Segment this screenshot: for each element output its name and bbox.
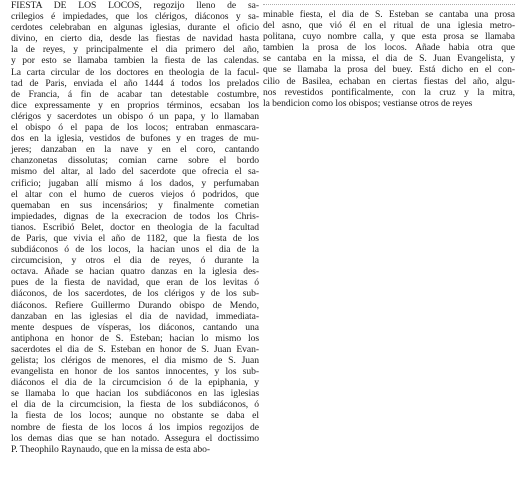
text-line: pues de la fiesta de navidad, que eran de los levitas ó [11, 277, 259, 289]
text-line: que se llamaba la prosa del buey. Está dicho en el con- [263, 64, 515, 76]
text-line: minable fiesta, el dia de S. Esteban se cantaba una prosa [263, 9, 515, 20]
text-line: FIESTA DE LOS LOCOS, regozijo lleno de sa- [11, 0, 259, 11]
text-line: sacerdotes el dia de S. Esteban en honor de S. Juan Evan- [11, 343, 259, 355]
text-line: clérigos y sacerdotes un obispo ó un papa, y lo llamaban [11, 110, 259, 122]
text-line: crilegios é impiedades, que los clérigos, diáconos y sa- [11, 11, 259, 23]
text-line: se cantaba en la missa, el dia de S. Juan Evangelista, y [263, 53, 515, 65]
text-line: circumcision, y otros el dia de reyes, ó durante la [11, 255, 259, 267]
text-line: la de reyes, y principalmente el dia primero del año, [11, 44, 259, 56]
text-line: subdiáconos ó de los locos, la hacian unos el dia de la [11, 244, 259, 256]
text-line: los demas dias que se han notado. Assegura el doctissimo [11, 432, 259, 444]
text-line: el dia de la circumcision, la fiesta de los subdiáconos, ó [11, 399, 259, 411]
text-line: chanzonetas dissolutas; comian carne sobre el bordo [11, 155, 259, 167]
text-line: dos en la iglesia, vestidos de bufones y en trages de mu- [11, 133, 259, 145]
text-line: diáconos el dia de la circumcision ó de la epiphania, y [11, 377, 259, 389]
text-line: octava. Añade se hacian quatro danzas en la iglesia des- [11, 266, 259, 278]
text-line: mente despues de vísperas, los diáconos, cantando una [11, 321, 259, 333]
text-line: diáconos. Refiere Guillermo Durando obispo de Mendo, [11, 299, 259, 311]
text-line: y por esto se llamaba tambien la fiesta de las calendas. [11, 55, 259, 67]
left-text-column [11, 0, 259, 455]
text-line: impiedades, dignas de la execracion de todos los Chris- [11, 210, 259, 222]
cropped-line-fragment [263, 0, 515, 5]
text-line: nombre de fiesta de los locos á los impios regozijos de [11, 421, 259, 433]
text-line: de Francia, á fin de acabar tan detestable costumbre, [11, 88, 259, 100]
text-line: politana, cuyo nombre calla, y que esta prosa se llamaba [263, 31, 515, 43]
text-line: danzaban en las iglesias el dia de navidad, immediata- [11, 310, 259, 322]
text-line: el obispo ó el papa de los locos; entraban enmascara- [11, 122, 259, 134]
text-line: gelista; los clérigos de menores, el dia mismo de S. Juan [11, 355, 259, 366]
text-line: La carta circular de los doctores en theologia de la facul- [11, 66, 259, 78]
text-line: la fiesta de los locos; aunque no obstante se daba el [11, 410, 259, 422]
text-line: de Paris, que vivia el año de 1182, que la fiesta de los [11, 232, 259, 244]
text-line: el altar con el humo de cueros viejos ó podridos, que [11, 188, 259, 200]
text-line: diáconos, de los sacerdotes, de los clérigos y de los sub- [11, 288, 259, 300]
text-line: nos revestidos pontificalmente, con la cruz y la mitra, [263, 86, 515, 98]
text-line: dice expressamente y en proprios términos, ecsaban los [11, 99, 259, 111]
text-line: del asno, que vió él en el ritual de una iglesia metro- [263, 20, 515, 32]
text-line: divino, en cierto dia, desde las fiestas de navidad hasta [11, 33, 259, 45]
text-line: P. Theophilo Raynaudo, que en la missa de esta abo- [11, 443, 210, 455]
text-line: antiphona en honor de S. Esteban; hacian lo mismo los [11, 332, 259, 344]
text-line: mismo del altar, al lado del sacerdote que ofrecia el sa- [11, 166, 259, 178]
right-text-column [263, 9, 515, 109]
text-line: jeres; danzaban en la nave y en el coro, cantando [11, 144, 259, 156]
text-line: tad de Paris, enviada el año 1444 á todos los prelados [11, 77, 259, 89]
text-line: crificio; jugaban allí mismo á los dados, y perfumaban [11, 177, 259, 189]
text-line: la bendicion como los obispos; vestianse otros de reyes [263, 97, 473, 109]
text-line: se llamaba lo que hacian los subdiáconos en las iglesias [11, 388, 259, 400]
text-line: evangelista en honor de los santos innocentes, y los sub- [11, 366, 259, 378]
text-line: quemaban en sus incensários; y finalmente cometian [11, 199, 259, 211]
text-line: cilio de Basilea, echaban en ciertas fiestas del año, algu- [263, 75, 515, 87]
text-line: cerdotes celebraban en algunas iglesias, durante el oficio [11, 22, 259, 34]
text-line: tambien la prosa de los locos. Añade habia otra que [263, 42, 515, 54]
text-line: tianos. Escribió Belet, doctor en theologia de la facultad [11, 221, 259, 233]
